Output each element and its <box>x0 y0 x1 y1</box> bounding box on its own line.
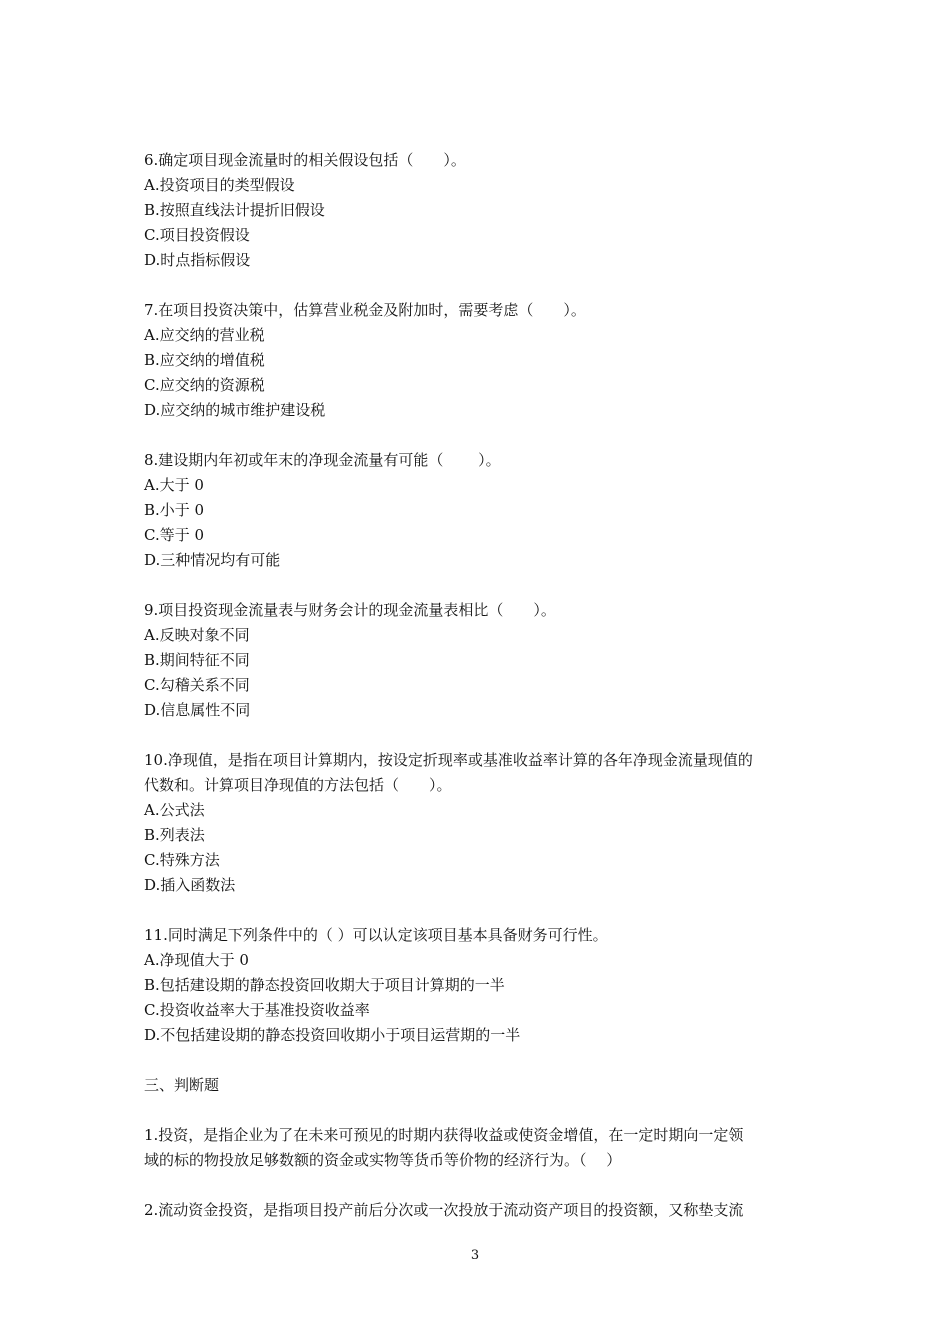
judgment-line-1: 1.投资，是指企业为了在未来可预见的时期内获得收益或使资金增值，在一定时期向一定领 <box>144 1126 744 1144</box>
judgment-2 <box>144 1198 814 1223</box>
option-a: A.公式法 <box>144 801 205 819</box>
question-6 <box>144 148 814 273</box>
question-stem: 9.项目投资现金流量表与财务会计的现金流量表相比（ ）。 <box>144 601 556 619</box>
option-d: D.插入函数法 <box>144 876 236 894</box>
question-8 <box>144 448 814 573</box>
question-9 <box>144 598 814 723</box>
question-stem: 7.在项目投资决策中，估算营业税金及附加时，需要考虑（ ）。 <box>144 301 586 319</box>
option-d: D.应交纳的城市维护建设税 <box>144 401 326 419</box>
question-10 <box>144 748 814 898</box>
option-c: C.勾稽关系不同 <box>144 676 250 694</box>
judgment-1 <box>144 1123 814 1173</box>
section-heading: 三、判断题 <box>144 1076 220 1094</box>
question-stem-line-2: 代数和。计算项目净现值的方法包括（ ）。 <box>144 776 452 794</box>
question-11 <box>144 923 814 1048</box>
option-b: B.小于 0 <box>144 501 205 519</box>
option-a: A.净现值大于 0 <box>144 951 249 969</box>
option-b: B.列表法 <box>144 826 205 844</box>
option-b: B.按照直线法计提折旧假设 <box>144 201 325 219</box>
option-a: A.投资项目的类型假设 <box>144 176 295 194</box>
option-b: B.期间特征不同 <box>144 651 250 669</box>
option-b: B.应交纳的增值税 <box>144 351 265 369</box>
option-d: D.时点指标假设 <box>144 251 251 269</box>
question-stem: 8.建设期内年初或年末的净现金流量有可能（ ）。 <box>144 451 501 469</box>
option-c: C.投资收益率大于基准投资收益率 <box>144 1001 370 1019</box>
option-c: C.等于 0 <box>144 526 205 544</box>
option-c: C.应交纳的资源税 <box>144 376 265 394</box>
question-stem-line-1: 10.净现值，是指在项目计算期内，按设定折现率或基准收益率计算的各年净现金流量现值的 <box>144 751 753 769</box>
option-a: A.应交纳的营业税 <box>144 326 265 344</box>
option-d: D.三种情况均有可能 <box>144 551 281 569</box>
option-d: D.不包括建设期的静态投资回收期小于项目运营期的一半 <box>144 1026 521 1044</box>
question-7 <box>144 298 814 423</box>
judgment-line-1: 2.流动资金投资，是指项目投产前后分次或一次投放于流动资产项目的投资额，又称垫支流 <box>144 1201 744 1219</box>
option-a: A.大于 0 <box>144 476 204 494</box>
option-c: C.特殊方法 <box>144 851 220 869</box>
page-content <box>144 148 814 1248</box>
section-judgment <box>144 1073 814 1098</box>
question-stem: 11.同时满足下列条件中的（ ）可以认定该项目基本具备财务可行性。 <box>144 926 608 944</box>
option-d: D.信息属性不同 <box>144 701 251 719</box>
judgment-line-2: 域的标的物投放足够数额的资金或实物等货币等价物的经济行为。（ ） <box>144 1151 622 1169</box>
option-b: B.包括建设期的静态投资回收期大于项目计算期的一半 <box>144 976 505 994</box>
option-a: A.反映对象不同 <box>144 626 250 644</box>
option-c: C.项目投资假设 <box>144 226 250 244</box>
question-stem: 6.确定项目现金流量时的相关假设包括（ ）。 <box>144 151 466 169</box>
page-number: 3 <box>470 1248 480 1263</box>
